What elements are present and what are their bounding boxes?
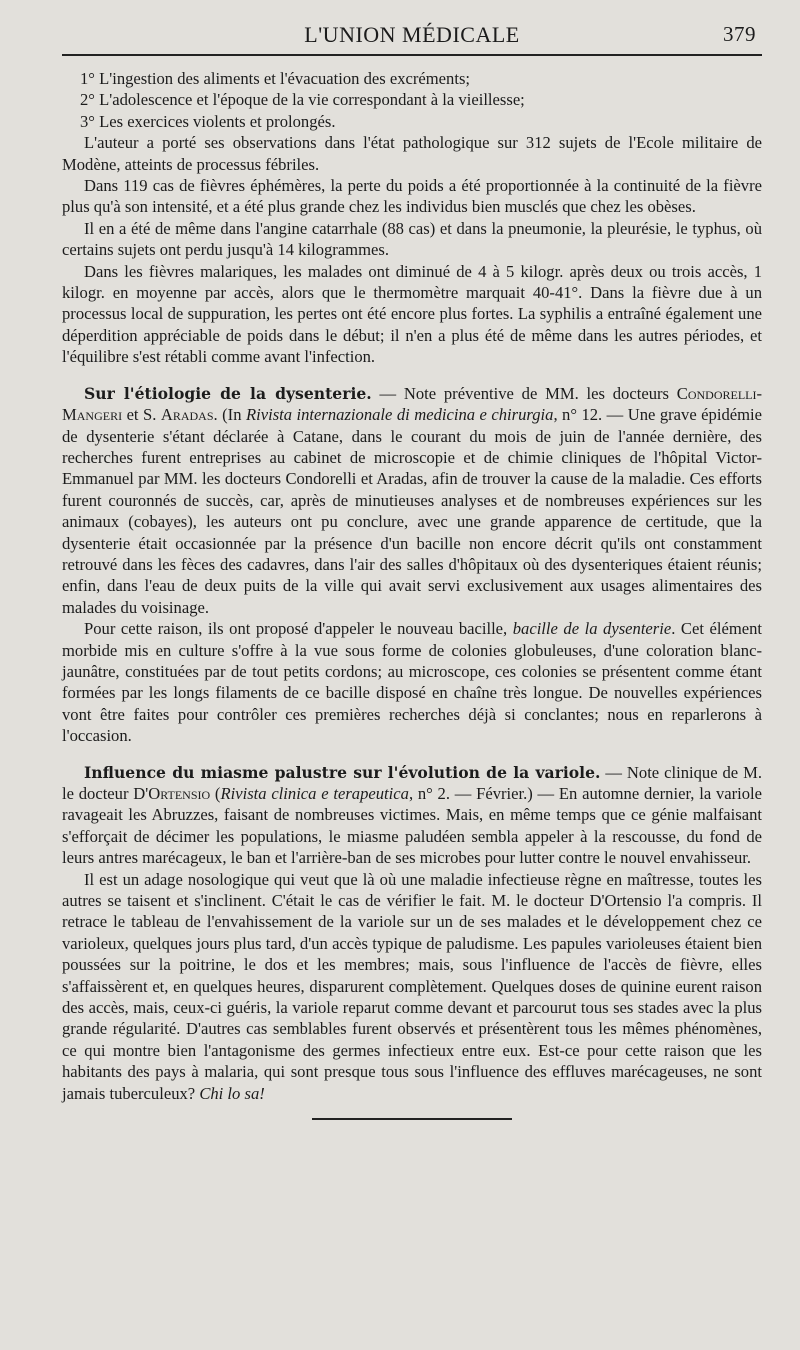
paragraph-variole-antagonism: [62, 869, 762, 1104]
journal-reference: Rivista internazionale di medicina e chirurgia: [245, 405, 554, 425]
text-fragment: , n° 2. — Février.) —: [408, 784, 559, 803]
article-heading-variole: Influence du miasme palustre sur l'évolution de la variole.: [84, 762, 601, 782]
author-name: Condorelli-Mangeri: [62, 383, 762, 425]
paragraph-angina: Il en a été de même dans l'angine catarrhale (88 cas) et dans la pneumonie, la pleurésie, le typhus, où certains sujets ont perdu jusqu'à 14 kilogrammes.: [62, 218, 762, 260]
closing-remark: Chi lo sa!: [199, 1083, 265, 1103]
article-dysentery: [62, 383, 762, 618]
text-fragment: et S.: [122, 405, 161, 425]
journal-title: L'UNION MÉDICALE: [304, 22, 520, 47]
list-item-1: 1° L'ingestion des aliments et l'évacuation des excréments;: [80, 69, 471, 88]
article-variole: [62, 762, 762, 869]
article-intro: — Note préventive de MM. les docteurs: [371, 383, 677, 403]
text-fragment: (: [210, 784, 221, 803]
journal-reference: Rivista clinica e terapeutica: [220, 784, 409, 803]
article-body: Une grave épidémie de dysenterie s'étant déclarée à Catane, dans le courant du mois de juin de l'année dernière, des recherches furent entreprises au cabinet de microscopie et de chimie cliniques de l'hôpital Victor-Emmanuel par MM. les docteurs Condorelli et Aradas, afin de trouver la cause de la maladie. Ces efforts furent couronnés de succès, car, après de minutieuses analyses et de nombreuses expériences sur les animaux (cobayes), les auteurs ont pu conclure, avec une grande apparence de certitude, que la dysenterie était occasionnée par la présence d'un bacille non encore décrit qu'ils ont constamment retrouvé dans les fèces des cadavres, dans l'air des salles d'hôpitaux où des dysenteriques étaient réunis; enfin, dans l'eau de deux puits de la ville qui avait servi exclusivement aux usages alimentaires des malades du voisinage.: [62, 405, 762, 617]
text-fragment: . (In: [213, 405, 246, 425]
article-heading-dysentery: Sur l'étiologie de la dysenterie.: [84, 383, 372, 403]
text-fragment: . Cet élément morbide mis en culture s'offre à la vue sous forme de colonies globuleuses, d'une coloration blanc-jaunâtre, constituées par de tout petits cordons; au microscope, ces colonies se présentent comme étant formées par les longs filaments de ce bacille disposé en chaîne très longue. De nouvelles expériences vont être faites pour contrôler ces premières recherches déjà si conclantes; nous en reparlerons à l'occasion.: [62, 619, 762, 746]
article-intro: — Note clinique de M. le docteur: [62, 762, 763, 803]
running-header: [62, 22, 762, 52]
article-body: Il est un adage nosologique qui veut que là où une maladie infectieuse règne en maîtresse, toutes les autres se taisent et s'inclinent. C'était le cas de vérifier le fait. M. le docteur D'Ortensio l'a compris. Il retrace le tableau de l'envahissement de la variole sur un de ses malades et le développement chez ce varioleux, quelques jours plus tard, d'un accès typique de paludisme. Les papules varioleuses étaient bien poussées sur la poitrine, le dos et les membres; mais, sous l'influence de l'accès de fièvre, elles s'affaissèrent et, en quelques heures, disparurent complètement. Quelques doses de quinine eurent raison des accès, mais, ceux-ci guéris, la variole reparut comme devant et parcourut tous ses stades avec la plus grande régularité. D'autres cas semblables furent observés et présentèrent tous les mêmes phénomènes, ce qui montre bien l'antagonisme des germes infectieux entre eux. Est-ce pour cette raison que les habitants des pays à malaria, qui sont presque tous sous l'influence des effluves marécageuses, ne sont jamais tuberculeux?: [62, 869, 762, 1103]
list-item-3: 3° Les exercices violents et prolongés.: [80, 111, 336, 131]
paragraph-malaria: Dans les fièvres malariques, les malades ont diminué de 4 à 5 kilogr. après deux ou trois accès, 1 kilogr. en moyenne par accès, alors que le thermomètre marquait 40-41°. Dans la fièvre due à un processus local de suppuration, les pertes ont été encore plus fortes. La syphilis a entraîné également une déperdition appréciable de poids dans le début; il n'en a plus été de même dans les autres périodes, et l'équilibre s'est rétabli comme avant l'infection.: [62, 261, 762, 367]
bacillus-name: bacille de la dysenterie: [512, 619, 672, 639]
article-body: En automne dernier, la variole ravageait les Abruzzes, faisant de nombreuses victimes. Mais, en même temps que ce génie malfaisant s'efforçait de décimer les populations, le miasme paludéen sembla appeler à la rescousse, du fond de leurs antres marécageux, le ban et l'arrière-ban de ses microbes pour lutter contre le nouvel envahisseur.: [62, 784, 763, 868]
end-rule: [312, 1118, 512, 1120]
text-fragment: , n° 12. —: [553, 405, 628, 425]
author-name: Aradas: [160, 405, 214, 425]
paragraph-dysentery-bacillus: [62, 618, 762, 746]
author-name: D'Ortensio: [133, 784, 211, 803]
paragraph-observations: L'auteur a porté ses observations dans l'état pathologique sur 312 sujets de l'Ecole militaire de Modène, atteints de processus fébriles.: [62, 133, 762, 174]
page-number: 379: [723, 22, 756, 46]
header-rule: [62, 54, 762, 56]
list-item-2: 2° L'adolescence et l'époque de la vie correspondant à la vieillesse;: [80, 90, 525, 110]
paragraph-ephemeral-fevers: Dans 119 cas de fièvres éphémères, la perte du poids a été proportionnée à la continuité de la fièvre plus qu'à son intensité, et a été plus grande chez les individus bien musclés que chez les obèses.: [62, 176, 762, 217]
text-fragment: Pour cette raison, ils ont proposé d'appeler le nouveau bacille,: [84, 619, 513, 639]
